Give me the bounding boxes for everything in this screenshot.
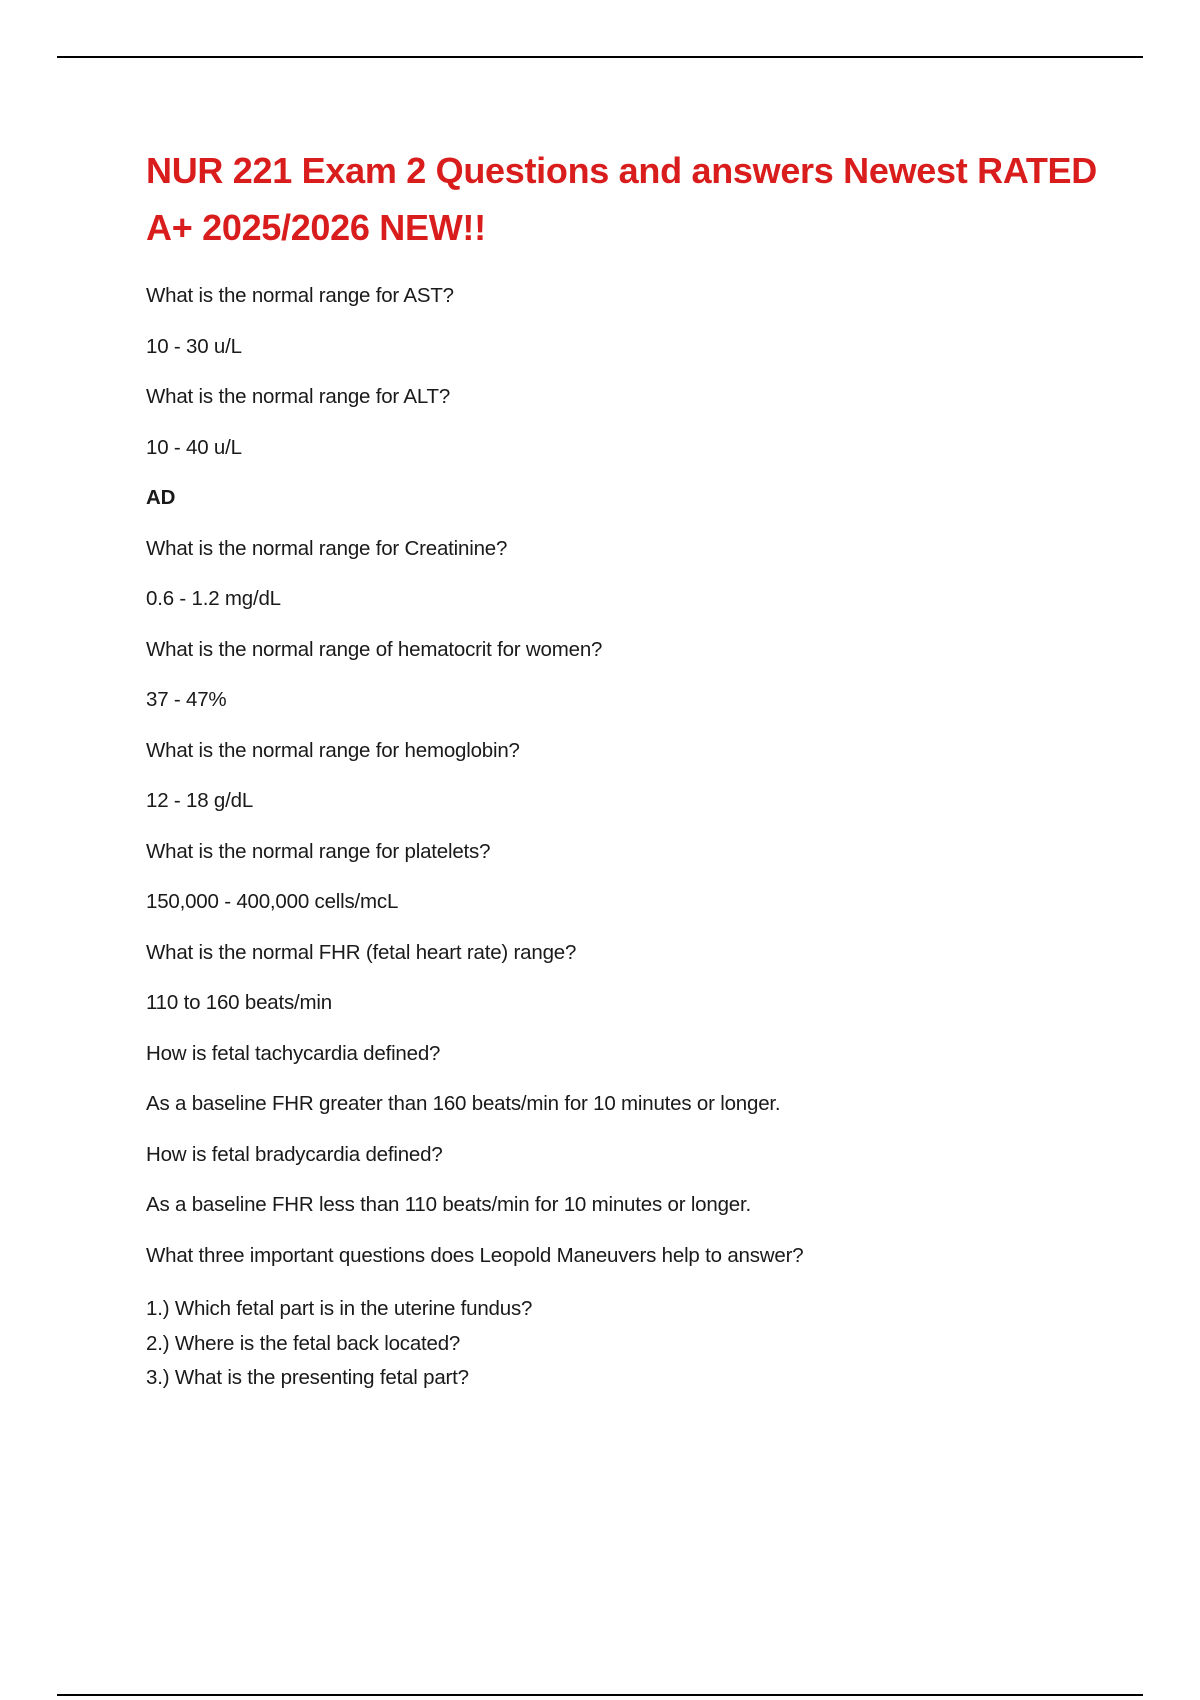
answer-line: 0.6 - 1.2 mg/dL xyxy=(146,587,281,610)
document-title: NUR 221 Exam 2 Questions and answers Newest RATED A+ 2025/2026 NEW!! xyxy=(146,150,1097,248)
question-line: What three important questions does Leopold Maneuvers help to answer? xyxy=(146,1243,804,1267)
document-body xyxy=(146,142,1106,1396)
answer-line: As a baseline FHR less than 110 beats/min for 10 minutes or longer. xyxy=(146,1193,751,1216)
question-line: How is fetal bradycardia defined? xyxy=(146,1142,443,1166)
question-line: What is the normal range for hemoglobin? xyxy=(146,738,520,762)
question-line: What is the normal range of hematocrit for women? xyxy=(146,637,603,661)
multi-line-answer xyxy=(146,1292,1106,1396)
answer-line: 110 to 160 beats/min xyxy=(146,991,332,1014)
header-rule xyxy=(57,56,1143,58)
footer-rule xyxy=(57,1694,1143,1696)
question-line: What is the normal range for ALT? xyxy=(146,385,451,408)
answer-list-item: 2.) Where is the fetal back located? xyxy=(146,1331,461,1355)
question-line: What is the normal range for Creatinine? xyxy=(146,536,508,560)
bold-marker-line: AD xyxy=(146,486,176,509)
answer-line: 37 - 47% xyxy=(146,688,227,711)
answer-line: 12 - 18 g/dL xyxy=(146,789,254,812)
answer-line: 150,000 - 400,000 cells/mcL xyxy=(146,890,399,913)
answer-list-item: 1.) Which fetal part is in the uterine fundus? xyxy=(146,1297,533,1320)
question-line: What is the normal FHR (fetal heart rate) range? xyxy=(146,940,577,964)
question-line: What is the normal range for AST? xyxy=(146,284,454,307)
qa-list xyxy=(146,282,1106,1270)
answer-line: 10 - 40 u/L xyxy=(146,435,242,459)
question-line: What is the normal range for platelets? xyxy=(146,839,491,863)
answer-line: 10 - 30 u/L xyxy=(146,334,242,358)
answer-line: As a baseline FHR greater than 160 beats/min for 10 minutes or longer. xyxy=(146,1092,781,1115)
answer-list-item: 3.) What is the presenting fetal part? xyxy=(146,1366,469,1389)
question-line: How is fetal tachycardia defined? xyxy=(146,1041,441,1065)
